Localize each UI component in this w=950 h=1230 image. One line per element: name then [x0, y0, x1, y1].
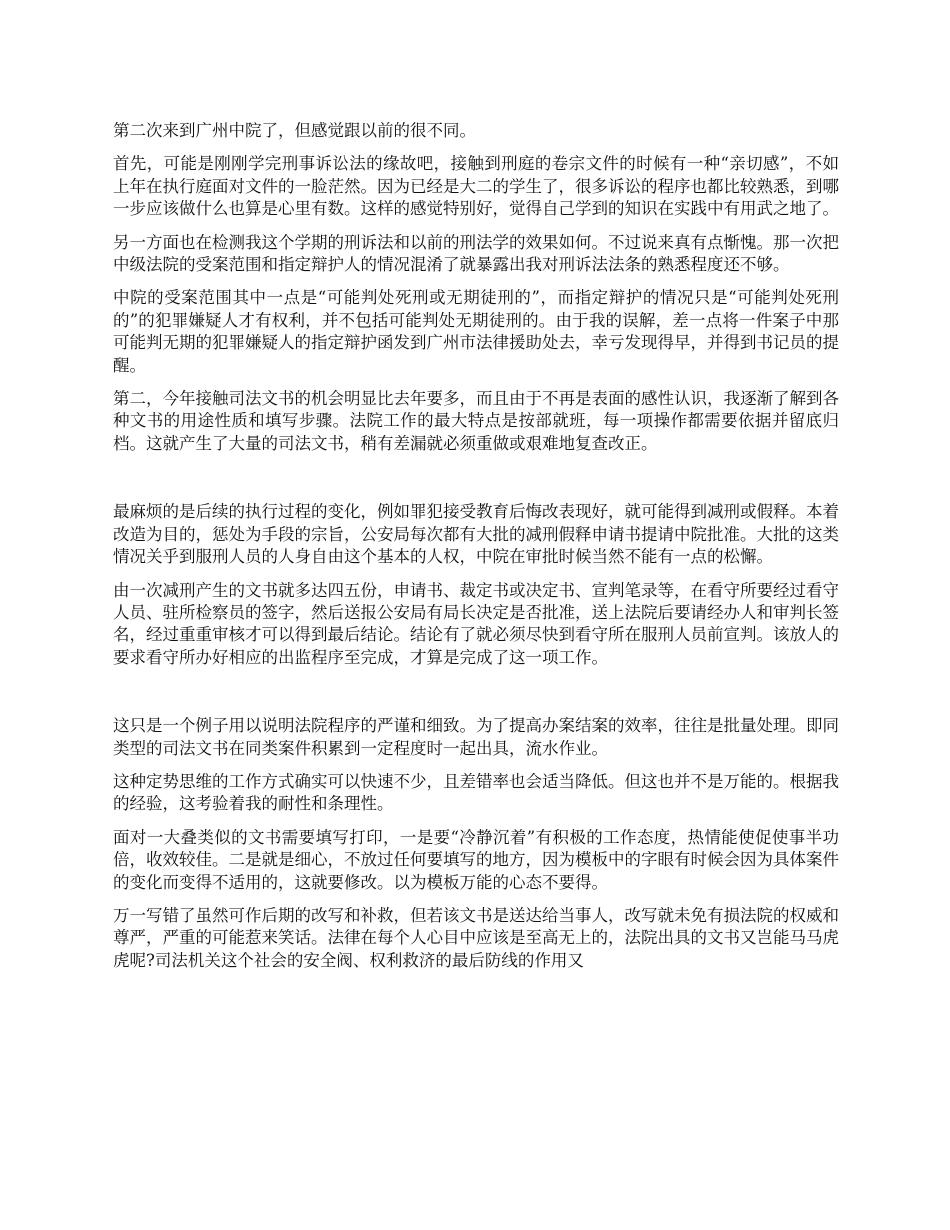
paragraph-9: 这种定势思维的工作方式确实可以快速不少，且差错率也会适当降低。但这也并不是万能的。根据我的经验，这考验着我的耐性和条理性。 [113, 771, 839, 814]
section-gap [113, 466, 839, 501]
section-gap [113, 680, 839, 715]
paragraph-11: 万一写错了虽然可作后期的改写和补救，但若该文书是送达给当事人，改写就未免有损法院的权威和尊严，严重的可能惹来笑话。法律在每个人心目中应该是至高无上的，法院出具的文书又岂能马马虎虎呢?司法机关这个社会的安全阀、权利救济的最后防线的作用又 [113, 905, 839, 970]
paragraph-1: 第二次来到广州中院了，但感觉跟以前的很不同。 [113, 121, 476, 140]
paragraph-4: 中院的受案范围其中一点是“可能判处死刑或无期徒刑的”，而指定辩护的情况只是“可能判处死刑的”的犯罪嫌疑人才有权利，并不包括可能判处无期徒刑的。由于我的误解，差一点将一件案子中那可能判无期的犯罪嫌疑人的指定辩护函发到广州市法律援助处去，幸亏发现得早，并得到书记员的提醒。 [113, 288, 839, 375]
paragraph-7: 由一次减刑产生的文书就多达四五份，申请书、裁定书或决定书、宣判笔录等，在看守所要经过看守人员、驻所检察员的签字，然后送报公安局有局长决定是否批准，送上法院后要请经办人和审判长签名，经过重重审核才可以得到最后结论。结论有了就必须尽快到看守所在服刑人员前宣判。该放人的要求看守所办好相应的出监程序至完成，才算是完成了这一项工作。 [113, 580, 839, 667]
paragraph-8: 这只是一个例子用以说明法院程序的严谨和细致。为了提高办案结案的效率，往往是批量处理。即同类型的司法文书在同类案件积累到一定程度时一起出具，流水作业。 [113, 716, 839, 758]
paragraph-6: 最麻烦的是后续的执行过程的变化，例如罪犯接受教育后悔改表现好，就可能得到减刑或假释。本着改造为目的，惩处为手段的宗旨，公安局每次都有大批的减刑假释申请书提请中院批准。大批的这类情况关乎到服刑人员的人身自由这个基本的人权，中院在审批时候当然不能有一点的松懈。 [113, 502, 839, 567]
paragraph-2: 首先，可能是刚刚学完刑事诉讼法的缘故吧，接触到刑庭的卷宗文件的时候有一种“亲切感”，不如上年在执行庭面对文件的一脸茫然。因为已经是大二的学生了，很多诉讼的程序也都比较熟悉，到哪一步应该做什么也算是心里有数。这样的感觉特别好，觉得自己学到的知识在实践中有用武之地了。 [113, 154, 839, 219]
paragraph-3: 另一方面也在检测我这个学期的刑诉法和以前的刑法学的效果如何。不过说来真有点惭愧。那一次把中级法院的受案范围和指定辩护人的情况混淆了就暴露出我对刑诉法法条的熟悉程度还不够。 [113, 232, 839, 275]
document-body [113, 120, 839, 983]
paragraph-10: 面对一大叠类似的文书需要填写打印，一是要“冷静沉着”有积极的工作态度，热情能使促使事半功倍，收效较佳。二是就是细心，不放过任何要填写的地方，因为模板中的字眼有时候会因为具体案件的变化而变得不适用的，这就要修改。以为模板万能的心态不要得。 [113, 827, 839, 892]
paragraph-5: 第二，今年接触司法文书的机会明显比去年要多，而且由于不再是表面的感性认识，我逐渐了解到各种文书的用途性质和填写步骤。法院工作的最大特点是按部就班，每一项操作都需要依据并留底归档。这就产生了大量的司法文书，稍有差漏就必须重做或艰难地复查改正。 [113, 389, 839, 453]
